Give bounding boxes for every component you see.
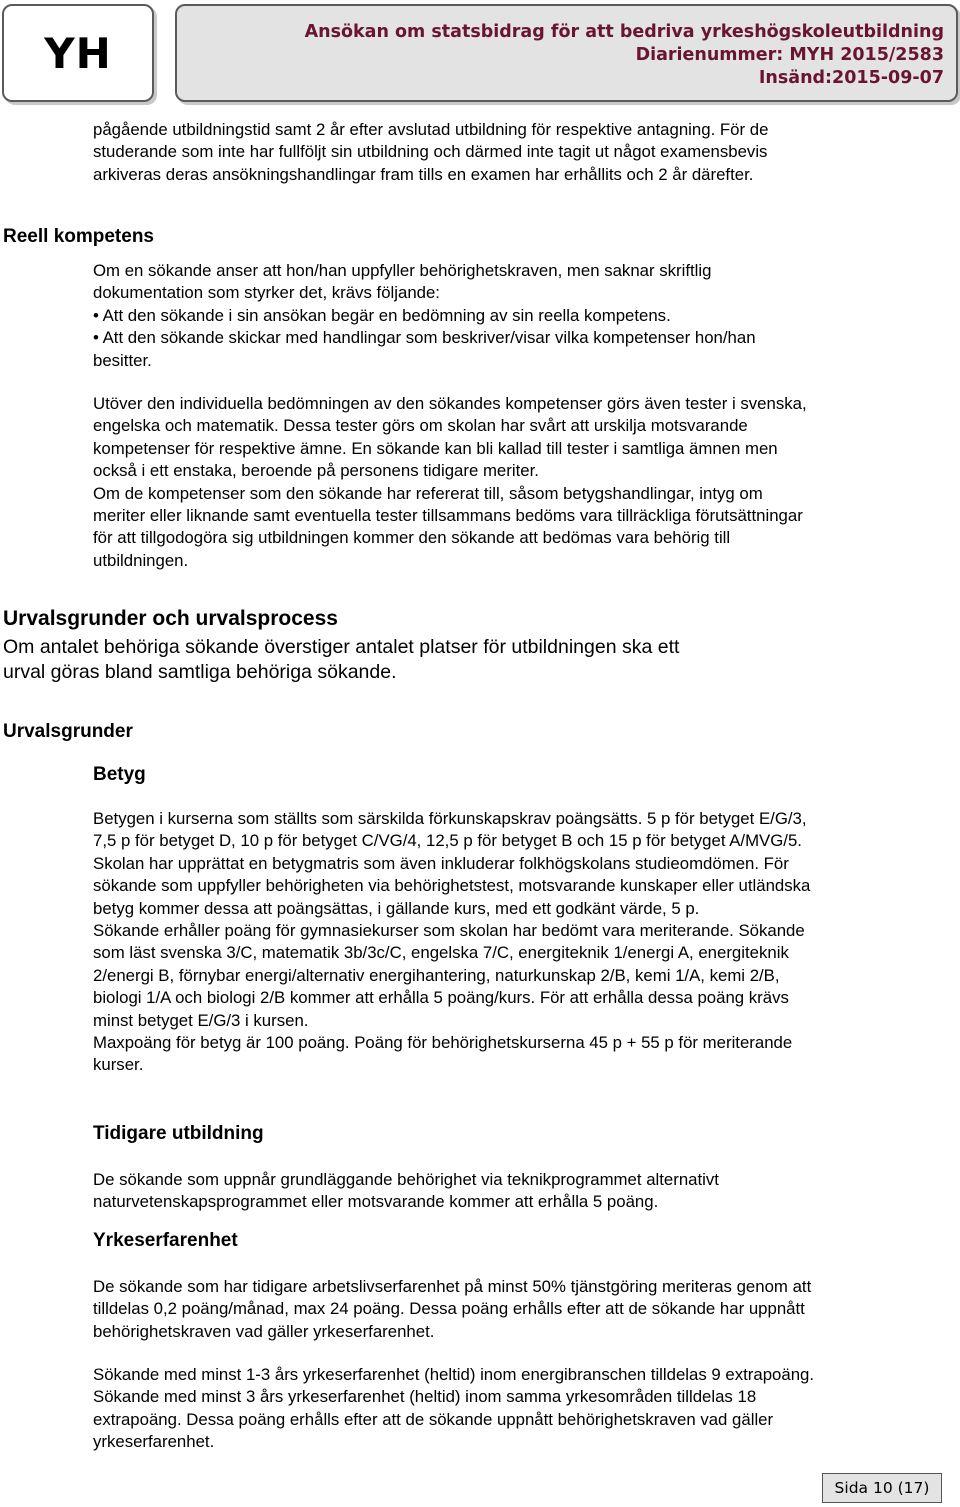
subheading-yrkeserfarenhet: Yrkeserfarenhet [93, 1230, 238, 1251]
text-line: kurser. [93, 1055, 144, 1075]
text-line: utbildningen. [93, 550, 189, 570]
text-line: arkiveras deras ansökningshandlingar fram tills en examen har erhållits och 2 år därefter. [93, 164, 754, 184]
yrkes-paragraph-2 [93, 1364, 814, 1454]
text-line: för att tillgodogöra sig utbildningen kommer den sökande att bedömas vara behörig till [93, 528, 731, 548]
text-line: urval göras bland samtliga behöriga sökande. [3, 661, 397, 683]
text-line: Om en sökande anser att hon/han uppfyller behörighetskraven, men saknar skriftlig [93, 261, 712, 280]
text-line: sökande som uppfyller behörigheten via behörighetstest, motsvarande kunskaper eller utländska [93, 876, 811, 896]
bullet-item: • Att den sökande i sin ansökan begär en bedömning av sin reella kompetens. [93, 305, 671, 325]
text-line: meriter eller liknande samt eventuella tester tillsammans bedöms vara tillräckliga förutsättningar [93, 506, 803, 526]
text-line: dokumentation som styrker det, krävs följande: [93, 283, 440, 303]
text-line: Om de kompetenser som den sökande har refererat till, såsom betygshandlingar, intyg om [93, 483, 763, 503]
text-line: engelska och matematik. Dessa tester görs om skolan har svårt att urskilja motsvarande [93, 416, 748, 436]
text-line: som läst svenska 3/C, matematik 3b/3c/C, engelska 7/C, energiteknik 1/energi A, energiteknik [93, 943, 789, 963]
document-header [175, 4, 958, 102]
text-line: Skolan har upprättat en betygmatris som även inkluderar folkhögskolans studieomdömen. För [93, 853, 789, 873]
text-line: biologi 1/A och biologi 2/B kommer att erhålla 5 poäng/kurs. För att erhålla dessa poäng krävs [93, 988, 789, 1008]
bullet-item: • Att den sökande skickar med handlingar som beskriver/visar vilka kompetenser hon/han [93, 328, 756, 348]
text-line: besitter. [93, 350, 152, 370]
diarienummer: Diarienummer: MYH 2015/2583 [635, 45, 944, 65]
page-number: Sida 10 (17) [822, 1473, 942, 1503]
text-line: minst betyget E/G/3 i kursen. [93, 1010, 309, 1030]
reell-paragraph-1 [93, 260, 756, 372]
section-heading-urvalsprocess: Urvalsgrunder och urvalsprocess [3, 607, 338, 630]
logo-text: YH [44, 28, 112, 78]
text-line: Betygen i kurserna som ställts som särskilda förkunskapskrav poängsätts. 5 p för betyget E/G/3, [93, 809, 807, 828]
text-line: Sökande med minst 3 års yrkeserfarenhet (heltid) inom samma yrkesområden tilldelas 18 [93, 1387, 757, 1407]
text-line: De sökande som har tidigare arbetslivserfarenhet på minst 50% tjänstgöring meriteras genom att [93, 1277, 812, 1296]
reell-paragraph-2 [93, 393, 807, 572]
text-line: kompetenser för respektive ämne. En sökande kan bli kallad till tester i samtliga ämnen men [93, 438, 778, 458]
text-line: 2/energi B, förnybar energi/alternativ energihantering, naturkunskap 2/B, kemi 1/A, kemi 2/B, [93, 965, 780, 985]
text-line: De sökande som uppnår grundläggande behörighet via teknikprogrammet alternativt [93, 1170, 719, 1189]
subheading-tidigare-utbildning: Tidigare utbildning [93, 1123, 264, 1144]
text-line: Om antalet behöriga sökande överstiger antalet platser för utbildningen ska ett [3, 636, 680, 658]
text-line: studerande som inte har fullföljt sin utbildning och därmed inte tagit ut något examensbevis [93, 142, 768, 162]
urvalsprocess-paragraph [3, 635, 679, 685]
submission-date: Insänd:2015-09-07 [758, 68, 944, 88]
text-line: behörighetskraven vad gäller yrkeserfarenhet. [93, 1321, 435, 1341]
text-line: Utöver den individuella bedömningen av den sökandes kompetenser görs även tester i svenska, [93, 394, 807, 413]
yh-logo [2, 4, 154, 102]
subheading-betyg: Betyg [93, 764, 146, 785]
intro-paragraph [93, 119, 768, 186]
text-line: Sökande erhåller poäng för gymnasiekurser som skolan har bedömt vara meriterande. Sökande [93, 921, 805, 941]
text-line: 7,5 p för betyget D, 10 p för betyget C/VG/4, 12,5 p för betyget B och 15 p för betyget A/MVG/5. [93, 831, 802, 851]
text-line: naturvetenskapsprogrammet eller motsvarande kommer att erhålla 5 poäng. [93, 1192, 659, 1212]
application-title: Ansökan om statsbidrag för att bedriva yrkeshögskoleutbildning [304, 22, 944, 42]
text-line: Maxpoäng för betyg är 100 poäng. Poäng för behörighetskurserna 45 p + 55 p för meriterande [93, 1033, 793, 1053]
betyg-paragraph [93, 808, 810, 1077]
text-line: yrkeserfarenhet. [93, 1432, 215, 1452]
text-line: betyg kommer dessa att poängsättas, i gällande kurs, med ett godkänt värde, 5 p. [93, 898, 700, 918]
section-heading-reell-kompetens: Reell kompetens [3, 226, 154, 247]
yrkes-paragraph-1 [93, 1276, 811, 1343]
text-line: extrapoäng. Dessa poäng erhålls efter att de sökande uppnått behörighetskraven vad gäller [93, 1409, 774, 1429]
text-line: pågående utbildningstid samt 2 år efter avslutad utbildning för respektive antagning. För de [93, 120, 769, 139]
section-heading-urvalsgrunder: Urvalsgrunder [3, 721, 133, 742]
text-line: Sökande med minst 1-3 års yrkeserfarenhet (heltid) inom energibranschen tilldelas 9 extrapoäng. [93, 1365, 815, 1384]
text-line: tilldelas 0,2 poäng/månad, max 24 poäng. Dessa poäng erhålls efter att de sökande har uppnått [93, 1299, 805, 1319]
tidigare-paragraph [93, 1169, 719, 1214]
text-line: också i ett enstaka, beroende på personens tidigare meriter. [93, 461, 539, 481]
